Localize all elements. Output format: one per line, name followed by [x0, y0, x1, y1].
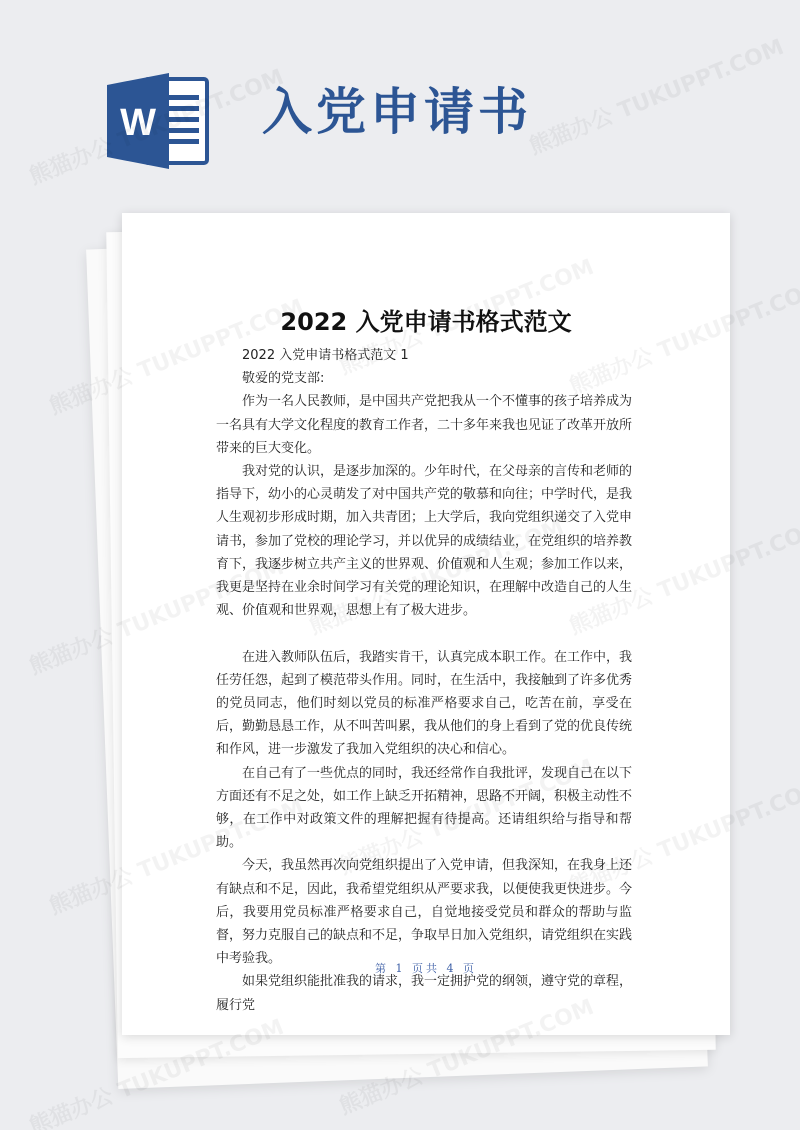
page-footer: 第 1 页共 4 页: [375, 962, 477, 975]
document-body: [216, 344, 632, 1017]
word-document-icon: [107, 73, 213, 169]
header-banner: [0, 0, 800, 200]
paragraph: 今天，我虽然再次向党组织提出了入党申请，但我深知，在我身上还有缺点和不足，因此，我希望党组织从严要求我，以便使我更快进步。今后，我要用党员标准严格要求自己，自觉地接受党员和群众的帮助与监督，努力克服自己的缺点和不足，争取早日加入党组织，请党组织在实践中考验我。: [216, 858, 633, 967]
document-title: 2022 入党申请书格式范文: [280, 308, 572, 336]
document-page: [122, 213, 730, 1035]
paragraph: 敬爱的党支部:: [242, 371, 325, 387]
paragraph: 作为一名人民教师，是中国共产党把我从一个不懂事的孩子培养成为一名具有大学文化程度的教育工作者，二十多年来我也见证了改革开放所带来的巨大变化。: [216, 394, 633, 456]
banner-title: 入党申请书: [262, 83, 532, 141]
svg-text:W: W: [120, 102, 156, 144]
paragraph: 我对党的认识，是逐步加深的。少年时代，在父母亲的言传和老师的指导下，幼小的心灵萌发了对中国共产党的敬慕和向往；中学时代，是我人生观初步形成时期，加入共青团；上大学后，我向党组织递交了入党申请书，参加了党校的理论学习，并以优异的成绩结业，在党组织的培养教育下，我逐步树立共产主义的世界观、价值观和人生观；参加工作以来，我更是坚持在业余时间学习有关党的理论知识，在理解中改造自己的人生观、价值观和世界观，思想上有了极大进步。: [216, 464, 633, 619]
paragraph: 在自己有了一些优点的同时，我还经常作自我批评，发现自己在以下方面还有不足之处，如工作上缺乏开拓精神，思路不开阔，积极主动性不够，在工作中对政策文件的理解把握有待提高。还请组织给与指导和帮助。: [216, 765, 633, 851]
blank-line: [216, 622, 632, 645]
paragraph: 2022 入党申请书格式范文 1: [242, 348, 409, 363]
paragraph: 在进入教师队伍后，我踏实肯干，认真完成本职工作。在工作中，我任劳任怨，起到了模范带头作用。同时，在生活中，我接触到了许多优秀的党员同志，他们时刻以党员的标准严格要求自己，吃苦在前，享受在后，勤勤恳恳工作，从不叫苦叫累，我从他们的身上看到了党的优良传统和作风，进一步激发了我加入党组织的决心和信心。: [216, 649, 633, 758]
paragraph: 如果党组织能批准我的请求，我一定拥护党的纲领，遵守党的章程，履行党: [216, 974, 633, 1013]
